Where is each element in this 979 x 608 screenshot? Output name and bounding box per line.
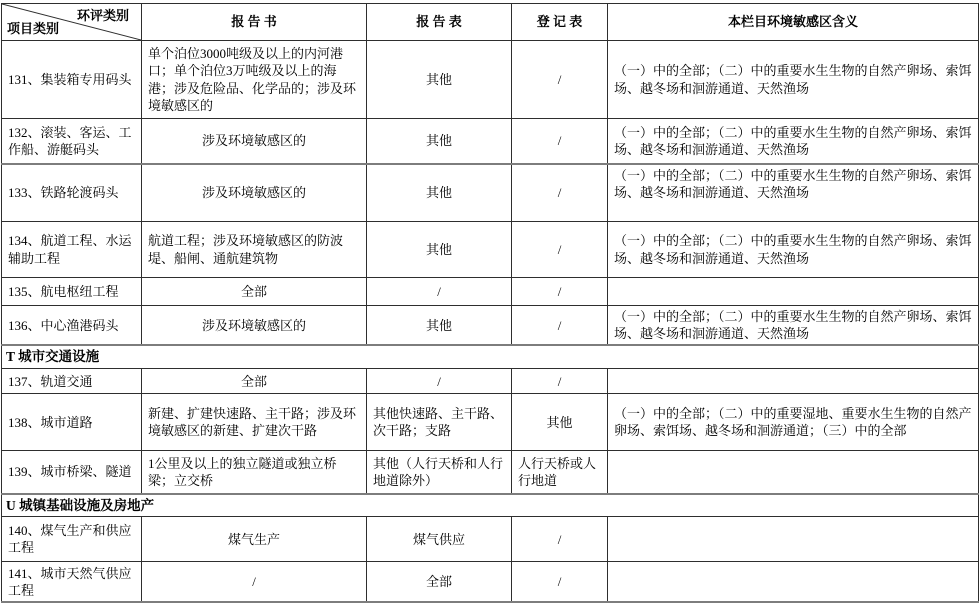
- cell-registration-form: /: [512, 369, 608, 394]
- table-row: [2, 369, 979, 394]
- cell-sensitive: [608, 517, 979, 562]
- cell-report-form: 全部: [367, 562, 512, 602]
- header-row: [2, 4, 979, 41]
- cell-registration-form: /: [512, 41, 608, 119]
- corner-header-cell: [2, 4, 142, 41]
- cell-registration-form: /: [512, 119, 608, 164]
- cell-registration-form: 其他: [512, 394, 608, 451]
- cell-report-book: 航道工程；涉及环境敏感区的防波堤、船闸、通航建筑物: [142, 222, 367, 278]
- cell-report-book: 涉及环境敏感区的: [142, 164, 367, 222]
- cell-sensitive: [608, 562, 979, 602]
- cell-category: 134、航道工程、水运辅助工程: [2, 222, 142, 278]
- column-header-report-book: 报 告 书: [142, 4, 367, 41]
- cell-report-form: 其他: [367, 119, 512, 164]
- cell-report-book: /: [142, 562, 367, 602]
- eia-classification-table: [1, 3, 979, 603]
- section-header-row: [2, 494, 979, 517]
- cell-sensitive: （一）中的全部；（二）中的重要水生生物的自然产卵场、索饵场、越冬场和洄游通道、天然渔场: [608, 41, 979, 119]
- cell-category: 140、煤气生产和供应工程: [2, 517, 142, 562]
- section-header-row: [2, 345, 979, 368]
- table-row: [2, 164, 979, 222]
- cell-category: 132、滚装、客运、工作船、游艇码头: [2, 119, 142, 164]
- cell-report-form: /: [367, 369, 512, 394]
- cell-sensitive: （一）中的全部；（二）中的重要水生生物的自然产卵场、索饵场、越冬场和洄游通道、天然渔场: [608, 306, 979, 346]
- column-header-sensitive-meaning: 本栏目环境敏感区含义: [608, 4, 979, 41]
- cell-report-form: /: [367, 278, 512, 306]
- cell-report-book: 全部: [142, 369, 367, 394]
- cell-sensitive: （一）中的全部；（二）中的重要湿地、重要水生生物的自然产卵场、索饵场、越冬场和洄游通道；（三）中的全部: [608, 394, 979, 451]
- column-header-report-form: 报 告 表: [367, 4, 512, 41]
- cell-report-book: 煤气生产: [142, 517, 367, 562]
- cell-registration-form: /: [512, 306, 608, 346]
- table-row: [2, 517, 979, 562]
- section-label: U 城镇基础设施及房地产: [2, 494, 979, 517]
- cell-category: 133、铁路轮渡码头: [2, 164, 142, 222]
- cell-report-form: 其他（人行天桥和人行地道除外）: [367, 451, 512, 494]
- cell-sensitive: [608, 369, 979, 394]
- cell-sensitive: [608, 278, 979, 306]
- cell-report-form: 其他: [367, 306, 512, 346]
- cell-report-book: 1公里及以上的独立隧道或独立桥梁；立交桥: [142, 451, 367, 494]
- cell-category: 141、城市天然气供应工程: [2, 562, 142, 602]
- cell-report-book: 涉及环境敏感区的: [142, 306, 367, 346]
- table-row: [2, 41, 979, 119]
- cell-registration-form: /: [512, 164, 608, 222]
- cell-report-form: 其他: [367, 222, 512, 278]
- column-header-registration-form: 登 记 表: [512, 4, 608, 41]
- cell-sensitive: （一）中的全部；（二）中的重要水生生物的自然产卵场、索饵场、越冬场和洄游通道、天然渔场: [608, 222, 979, 278]
- corner-label-project-category: 项目类别: [7, 20, 60, 36]
- section-label: T 城市交通设施: [2, 345, 979, 368]
- cell-report-form: 煤气供应: [367, 517, 512, 562]
- table-row: [2, 278, 979, 306]
- cell-category: 136、中心渔港码头: [2, 306, 142, 346]
- cell-sensitive: [608, 451, 979, 494]
- cell-sensitive: （一）中的全部；（二）中的重要水生生物的自然产卵场、索饵场、越冬场和洄游通道、天然渔场: [608, 164, 979, 222]
- cell-category: 131、集装箱专用码头: [2, 41, 142, 119]
- cell-report-form: 其他: [367, 41, 512, 119]
- cell-registration-form: /: [512, 222, 608, 278]
- cell-report-book: 新建、扩建快速路、主干路；涉及环境敏感区的新建、扩建次干路: [142, 394, 367, 451]
- table-row: [2, 222, 979, 278]
- cell-report-form: 其他快速路、主干路、次干路；支路: [367, 394, 512, 451]
- table-row: [2, 306, 979, 346]
- cell-report-form: 其他: [367, 164, 512, 222]
- cell-registration-form: /: [512, 278, 608, 306]
- cell-report-book: 涉及环境敏感区的: [142, 119, 367, 164]
- cell-category: 135、航电枢纽工程: [2, 278, 142, 306]
- table-body: [2, 41, 979, 602]
- table-row: [2, 451, 979, 494]
- cell-sensitive: （一）中的全部；（二）中的重要水生生物的自然产卵场、索饵场、越冬场和洄游通道、天然渔场: [608, 119, 979, 164]
- cell-registration-form: /: [512, 517, 608, 562]
- cell-registration-form: /: [512, 562, 608, 602]
- cell-registration-form: 人行天桥或人行地道: [512, 451, 608, 494]
- cell-category: 137、轨道交通: [2, 369, 142, 394]
- table-row: [2, 562, 979, 602]
- cell-report-book: 单个泊位3000吨级及以上的内河港口；单个泊位3万吨级及以上的海港；涉及危险品、化学品的；涉及环境敏感区的: [142, 41, 367, 119]
- cell-category: 138、城市道路: [2, 394, 142, 451]
- cell-report-book: 全部: [142, 278, 367, 306]
- cell-category: 139、城市桥梁、隧道: [2, 451, 142, 494]
- table-row: [2, 119, 979, 164]
- corner-label-eia-category: 环评类别: [76, 8, 129, 23]
- table-row: [2, 394, 979, 451]
